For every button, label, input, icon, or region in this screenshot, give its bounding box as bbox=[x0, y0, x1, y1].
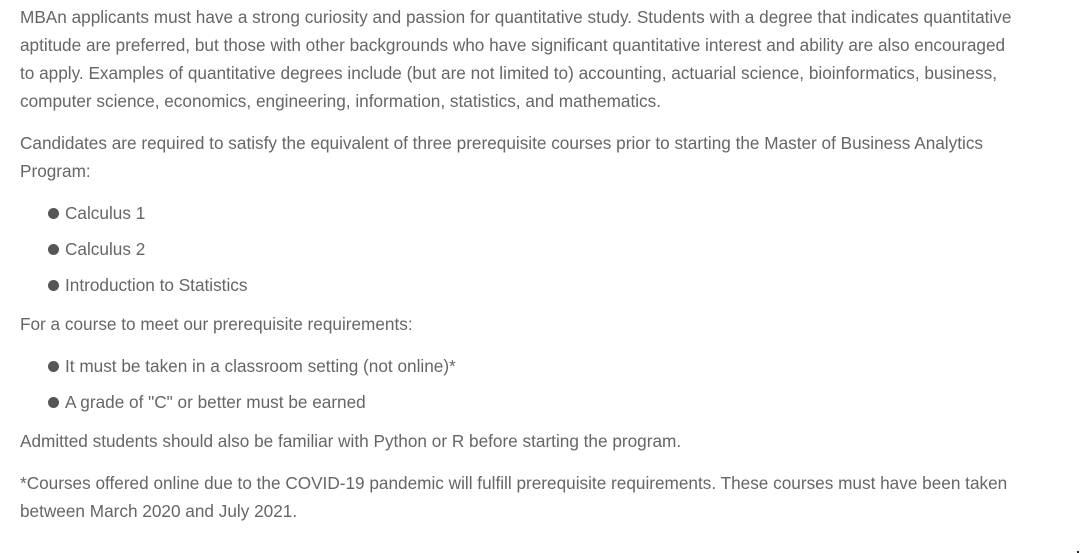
requirements-intro-paragraph: For a course to meet our prerequisite requirements: bbox=[20, 314, 413, 334]
page-content bbox=[20, 3, 1020, 539]
bullet-icon bbox=[48, 361, 59, 372]
bullet-icon bbox=[48, 208, 59, 219]
requirement-label: It must be taken in a classroom setting (not online)* bbox=[65, 356, 456, 376]
prerequisite-intro-paragraph: Candidates are required to satisfy the equivalent of three prerequisite courses prior to starting the Master of Business Analytics Program: bbox=[20, 133, 984, 181]
course-label: Calculus 1 bbox=[65, 203, 146, 223]
bullet-icon bbox=[48, 280, 59, 291]
list-item bbox=[48, 235, 1020, 263]
python-note-paragraph: Admitted students should also be familiar with Python or R before starting the program. bbox=[20, 431, 682, 451]
bullet-icon bbox=[48, 397, 59, 408]
list-item bbox=[48, 388, 1020, 416]
course-label: Calculus 2 bbox=[65, 239, 146, 259]
course-label: Introduction to Statistics bbox=[65, 275, 248, 295]
intro-paragraph: MBAn applicants must have a strong curiosity and passion for quantitative study. Students with a degree that indicates quantitative aptitude are preferred, but those with other backgrounds who have significant quantitative interest and ability are also encouraged to apply. Examples of quantitative degrees include (but are not limited to) accounting, actuarial science, bioinformatics, business, computer science, economics, engineering, information, statistics, and mathematics. bbox=[20, 7, 1012, 111]
requirement-list bbox=[20, 352, 1020, 416]
course-list bbox=[20, 199, 1020, 299]
bullet-icon bbox=[48, 244, 59, 255]
list-item bbox=[48, 199, 1020, 227]
list-item bbox=[48, 271, 1020, 299]
list-item bbox=[48, 352, 1020, 380]
covid-note-paragraph: *Courses offered online due to the COVID-19 pandemic will fulfill prerequisite requirements. These courses must have been taken between March 2020 and July 2021. bbox=[20, 473, 1008, 521]
requirement-label: A grade of "C" or better must be earned bbox=[65, 392, 366, 412]
